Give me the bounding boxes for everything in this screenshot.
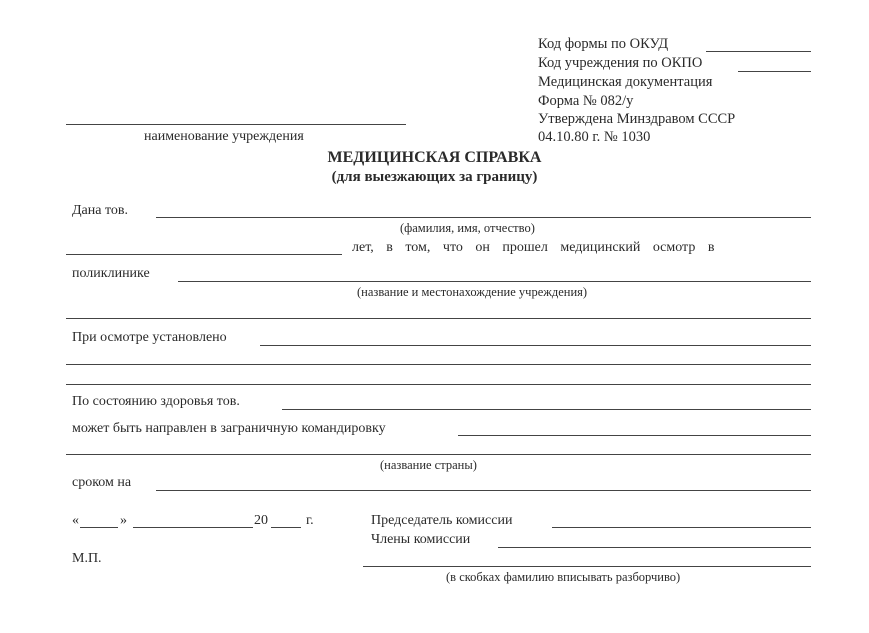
issued-to-label: Дана тов. (72, 203, 129, 218)
document-title: МЕДИЦИНСКАЯ СПРАВКА (327, 149, 542, 166)
chairman-field[interactable] (552, 527, 811, 528)
year-field[interactable] (271, 527, 301, 528)
exam-label: При осмотре установлено (72, 330, 227, 345)
med-docs-label: Медицинская документация (538, 74, 713, 90)
years-text: лет, в том, что он прошел медицинский осмотр в (352, 240, 715, 255)
approval-date: 04.10.80 г. № 1030 (538, 129, 651, 145)
trip-field[interactable] (458, 435, 811, 436)
may-be-sent-label: может быть направлен в заграничную командировку (72, 421, 386, 436)
clinic-label: поликлинике (72, 266, 150, 281)
exam-field-2[interactable] (66, 364, 811, 365)
form-number: Форма № 082/у (538, 93, 634, 109)
members-label: Члены комиссии (371, 532, 471, 547)
exam-field[interactable] (260, 345, 811, 346)
signature-note: (в скобках фамилию вписывать разборчиво) (446, 570, 681, 584)
age-field[interactable] (66, 254, 342, 255)
chairman-label: Председатель комиссии (371, 513, 513, 528)
okud-label: Код формы по ОКУД (538, 36, 669, 52)
date-quote-open: « (72, 513, 79, 528)
year-prefix: 20 (254, 513, 268, 528)
clinic-field-2[interactable] (66, 318, 811, 319)
okpo-field[interactable] (738, 71, 811, 72)
members-field[interactable] (498, 547, 811, 548)
stamp-label: М.П. (72, 551, 102, 566)
institution-caption: наименование учреждения (144, 129, 304, 144)
okpo-label: Код учреждения по ОКПО (538, 55, 703, 71)
document-subtitle: (для выезжающих за границу) (331, 169, 538, 185)
institution-field[interactable] (66, 124, 406, 125)
approved-by: Утверждена Минздравом СССР (538, 111, 736, 127)
health-field[interactable] (282, 409, 811, 410)
date-quote-close: » (120, 513, 127, 528)
full-name-caption: (фамилия, имя, отчество) (400, 221, 535, 235)
clinic-field[interactable] (178, 281, 811, 282)
clinic-caption: (название и местонахождение учреждения) (357, 285, 588, 299)
exam-field-3[interactable] (66, 384, 811, 385)
day-field[interactable] (80, 527, 118, 528)
health-label: По состоянию здоровья тов. (72, 394, 240, 409)
term-field[interactable] (156, 490, 811, 491)
country-caption: (название страны) (380, 458, 477, 472)
year-suffix: г. (306, 513, 314, 528)
month-field[interactable] (133, 527, 253, 528)
full-name-field[interactable] (156, 217, 811, 218)
members-field-2[interactable] (363, 566, 811, 567)
okud-field[interactable] (706, 51, 811, 52)
term-label: сроком на (72, 475, 132, 490)
country-field[interactable] (66, 454, 811, 455)
